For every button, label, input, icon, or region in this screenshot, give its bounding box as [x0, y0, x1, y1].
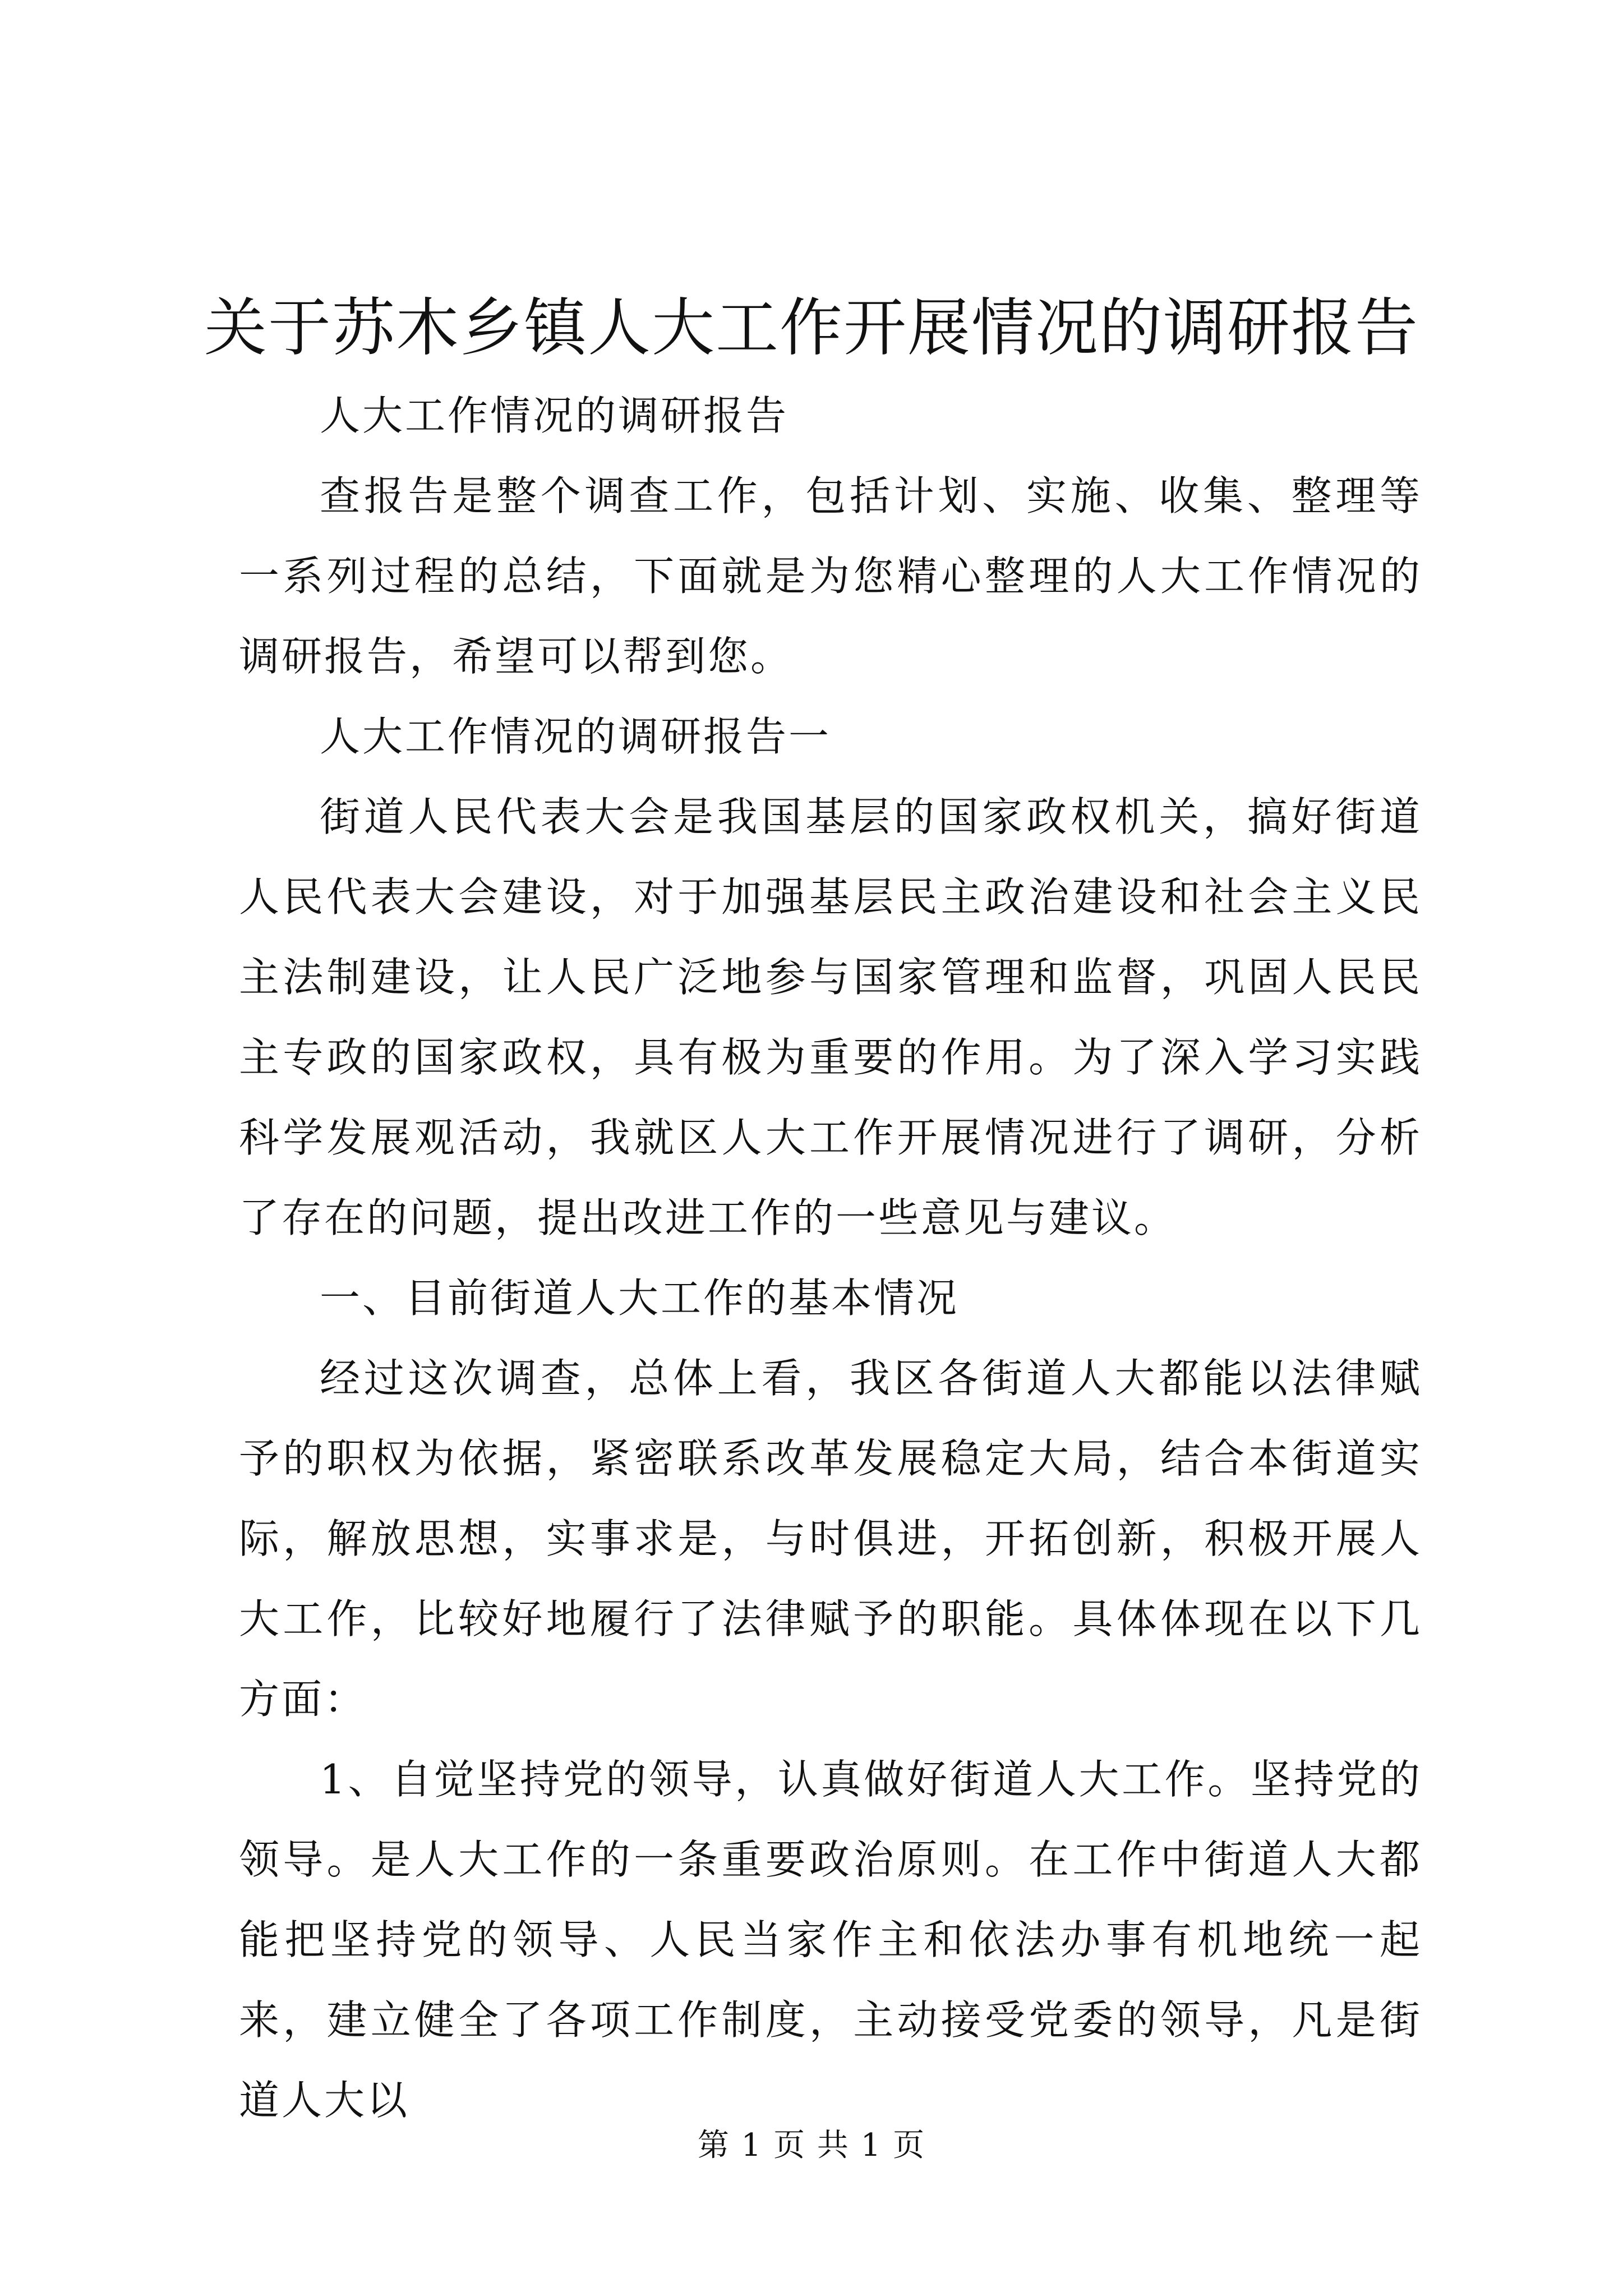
paragraph: 1、自觉坚持党的领导，认真做好街道人大工作。坚持党的领导。是人大工作的一条重要政治原则。在工作中街道人大都能把坚持党的领导、人民当家作主和依法办事有机地统一起来，建立健全了各项工作制度，主动接受党委的领导，凡是街道人大以 — [239, 1756, 1422, 2124]
paragraph: 查报告是整个调查工作，包括计划、实施、收集、整理等一系列过程的总结，下面就是为您精心整理的人大工作情况的调研报告，希望可以帮到您。 — [239, 472, 1422, 680]
document-body — [239, 376, 1422, 2141]
document-title: 关于苏木乡镇人大工作开展情况的调研报告 — [204, 292, 1419, 365]
paragraph: 人大工作情况的调研报告 — [320, 392, 789, 439]
paragraph: 街道人民代表大会是我国基层的国家政权机关，搞好街道人民代表大会建设，对于加强基层民主政治建设和社会主义民主法制建设，让人民广泛地参与国家管理和监督，巩固人民民主专政的国家政权，具有极为重要的作用。为了深入学习实践科学发展观活动，我就区人大工作开展情况进行了调研，分析了存在的问题，提出改进工作的一些意见与建议。 — [239, 793, 1422, 1241]
section-heading: 一、目前街道人大工作的基本情况 — [320, 1274, 960, 1322]
paragraph: 人大工作情况的调研报告一 — [320, 713, 832, 760]
page-footer: 第 1 页 共 1 页 — [697, 2127, 926, 2164]
paragraph: 经过这次调查，总体上看，我区各街道人大都能以法律赋予的职权为依据，紧密联系改革发展稳定大局，结合本街道实际，解放思想，实事求是，与时俱进，开拓创新，积极开展人大工作，比较好地履行了法律赋予的职能。具体体现在以下几方面： — [239, 1355, 1422, 1723]
